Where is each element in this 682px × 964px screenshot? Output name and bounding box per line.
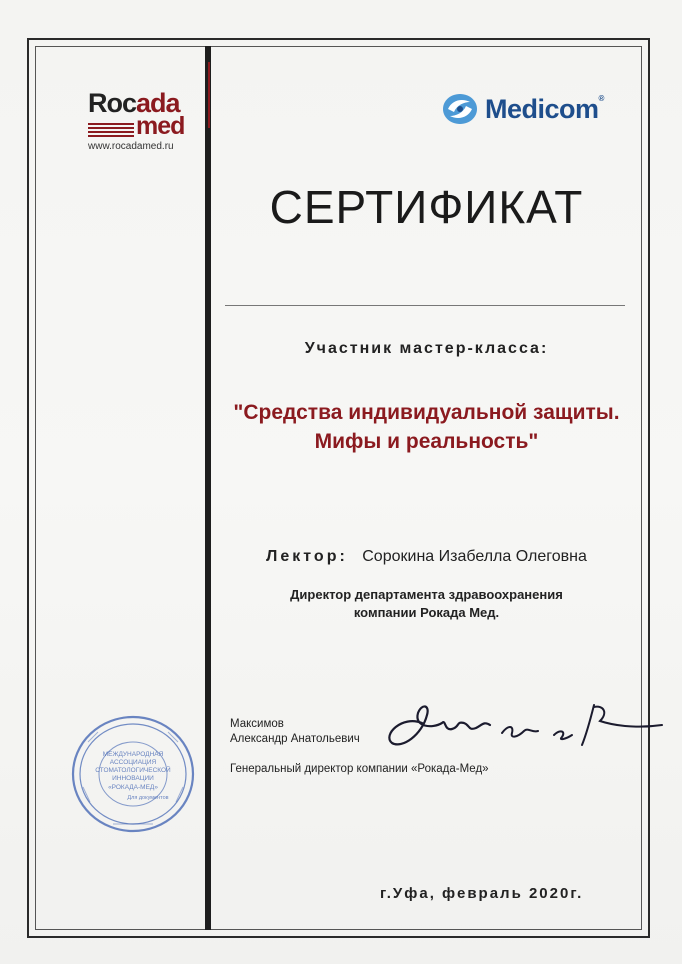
- medicom-name: Medicom: [485, 93, 599, 124]
- medicom-wordmark: [485, 94, 604, 125]
- signer-name-line1: Максимов: [230, 718, 284, 730]
- rocada-stripes-icon: [88, 123, 134, 137]
- lecturer-label: Лектор:: [266, 548, 348, 565]
- participant-label: Участник мастер-класса:: [304, 340, 549, 357]
- medicom-emblem-icon: [440, 92, 480, 126]
- lecturer-position: [211, 586, 642, 622]
- stamp-line3: СТОМАТОЛОГИЧЕСКОЙ: [95, 767, 171, 774]
- title-divider: [225, 305, 625, 306]
- round-seal-stamp: [68, 712, 198, 837]
- medicom-logo: [440, 92, 604, 126]
- course-title: [211, 398, 642, 456]
- lecturer-name: Сорокина Изабелла Олеговна: [362, 548, 587, 565]
- course-title-line1: "Средства индивидуальной защиты.: [233, 401, 620, 424]
- rocada-logo: [88, 90, 218, 152]
- stamp-line4: ИННОВАЦИИ: [112, 775, 154, 782]
- stamp-line1: МЕЖДУНАРОДНАЯ: [102, 751, 164, 758]
- signer-name-line2: Александр Анатольевич: [230, 733, 360, 745]
- stamp-line2: АССОЦИАЦИЯ: [109, 759, 157, 766]
- stamp-line6: Для документов: [127, 795, 169, 801]
- place-date: г.Уфа, февраль 2020г.: [380, 885, 584, 902]
- stamp-line5: «РОКАДА-МЕД»: [108, 784, 158, 791]
- lecturer-line: [211, 548, 642, 566]
- course-title-line2: Мифы и реальность": [314, 430, 539, 453]
- certificate-title: СЕРТИФИКАТ: [269, 181, 584, 233]
- vertical-bar: [205, 46, 211, 930]
- signer-title: Генеральный директор компании «Рокада-Мед»: [230, 763, 489, 775]
- signer-name: [230, 717, 360, 747]
- rocada-med-row: [88, 112, 218, 140]
- rocada-wordmark-part2: ada: [136, 88, 180, 118]
- lecturer-position-line2: компании Рокада Мед.: [353, 605, 500, 620]
- rocada-wordmark-part1: Roc: [88, 88, 137, 118]
- rocada-url: www.rocadamed.ru: [88, 141, 174, 152]
- rocada-med-word: med: [136, 112, 185, 140]
- medicom-registered-mark: ®: [598, 93, 604, 103]
- lecturer-position-line1: Директор департамента здравоохранения: [290, 587, 563, 602]
- handwritten-signature: [372, 695, 672, 755]
